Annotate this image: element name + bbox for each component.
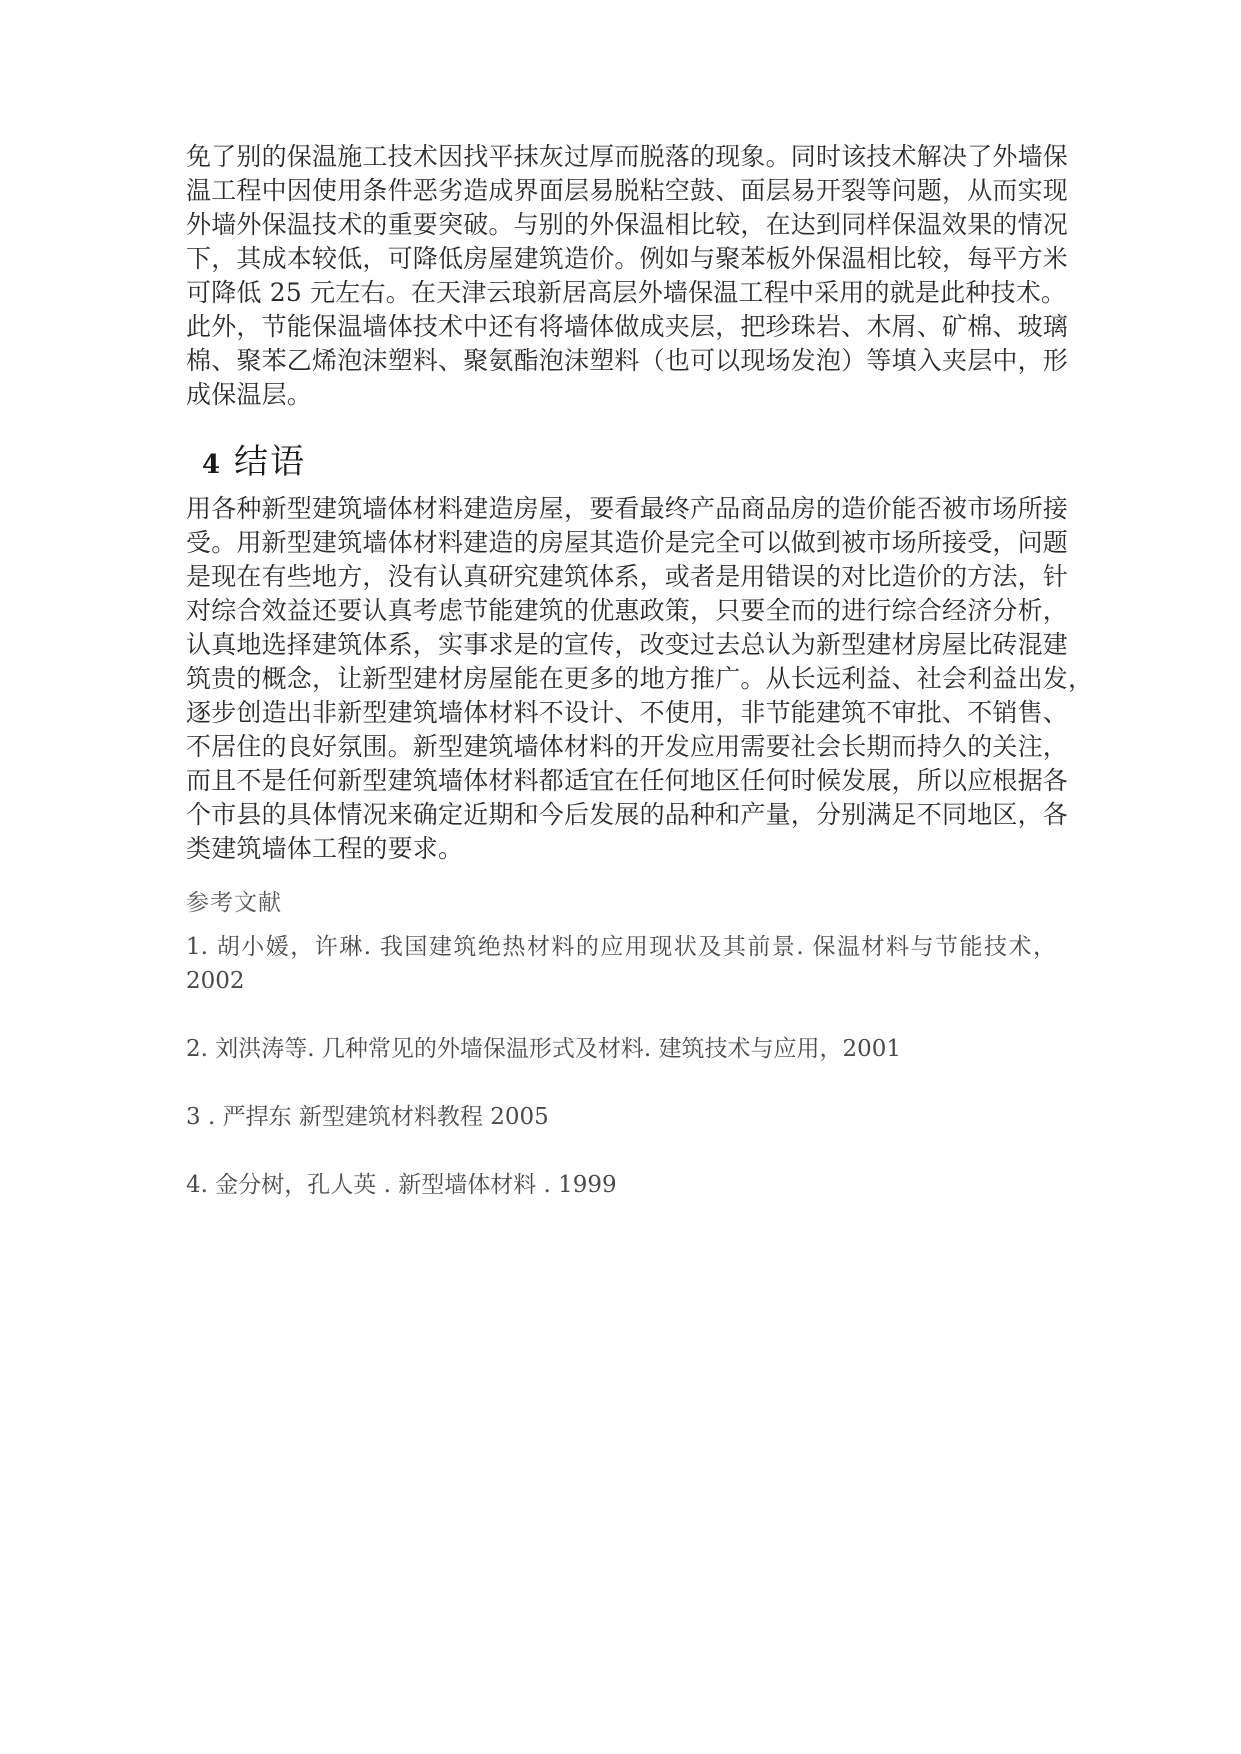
body-paragraph-2 [186, 492, 1094, 866]
text-line: 而且不是任何新型建筑墙体材料都适宜在任何地区任何时候发展，所以应根据各 [186, 766, 1069, 795]
text-line: 棉、聚苯乙烯泡沫塑料、聚氨酯泡沫塑料（也可以现场发泡）等填入夹层中，形 [186, 346, 1069, 375]
document-page [186, 140, 1094, 1202]
text-line: 类建筑墙体工程的要求。 [186, 834, 464, 863]
text-line: 成保温层。 [186, 380, 313, 409]
section-number: 4 [202, 450, 221, 480]
reference-item-1 [186, 930, 1056, 998]
text-line: 不居住的良好氛围。新型建筑墙体材料的开发应用需要社会长期而持久的关注， [186, 732, 1069, 761]
text-line: 可降低 25 元左右。在天津云琅新居高层外墙保温工程中采用的就是此种技术。 [186, 278, 1067, 307]
reference-line: 4. 金分树，孔人英 . 新型墙体材料 . 1999 [186, 1172, 617, 1198]
section-title: 结语 [234, 442, 307, 482]
text-line: 免了别的保温施工技术因找平抹灰过厚而脱落的现象。同时该技术解决了外墙保 [186, 142, 1069, 171]
reference-line: 1. 胡小媛，许琳. 我国建筑绝热材料的应用现状及其前景. 保温材料与节能技术， [186, 934, 1056, 960]
text-line: 筑贵的概念，让新型建材房屋能在更多的地方推广。从长远利益、社会利益出发， [186, 664, 1094, 693]
reference-line: 3 . 严捍东 新型建筑材料教程 2005 [186, 1104, 549, 1130]
references-section [186, 886, 1056, 1202]
reference-item-3 [186, 1100, 1056, 1134]
text-line: 此外，节能保温墙体技术中还有将墙体做成夹层，把珍珠岩、木屑、矿棉、玻璃 [186, 312, 1069, 341]
text-line: 受。用新型建筑墙体材料建造的房屋其造价是完全可以做到被市场所接受，问题 [186, 528, 1069, 557]
text-line: 外墙外保温技术的重要突破。与别的外保温相比较，在达到同样保温效果的情况 [186, 210, 1069, 239]
section-heading [186, 434, 1056, 486]
reference-line: 2. 刘洪涛等. 几种常见的外墙保温形式及材料. 建筑技术与应用，2001 [186, 1036, 902, 1062]
text-line: 下，其成本较低，可降低房屋建筑造价。例如与聚苯板外保温相比较，每平方米 [186, 244, 1069, 273]
reference-line: 2002 [186, 968, 245, 994]
text-line: 温工程中因使用条件恶劣造成界面层易脱粘空鼓、面层易开裂等问题，从而实现 [186, 176, 1069, 205]
text-line: 认真地选择建筑体系，实事求是的宣传，改变过去总认为新型建材房屋比砖混建 [186, 630, 1069, 659]
text-line: 对综合效益还要认真考虑节能建筑的优惠政策，只要全而的进行综合经济分析， [186, 596, 1069, 625]
text-line: 个市县的具体情况来确定近期和今后发展的品种和产量，分别满足不同地区，各 [186, 800, 1069, 829]
references-title: 参考文献 [186, 890, 282, 916]
body-paragraph-1 [186, 140, 1069, 412]
text-line: 是现在有些地方，没有认真研究建筑体系，或者是用错误的对比造价的方法，针 [186, 562, 1069, 591]
text-line: 逐步创造出非新型建筑墙体材料不设计、不使用，非节能建筑不审批、不销售、 [186, 698, 1069, 727]
reference-item-2 [186, 1032, 1056, 1066]
reference-item-4 [186, 1168, 1056, 1202]
text-line: 用各种新型建筑墙体材料建造房屋，要看最终产品商品房的造价能否被市场所接 [186, 494, 1069, 523]
